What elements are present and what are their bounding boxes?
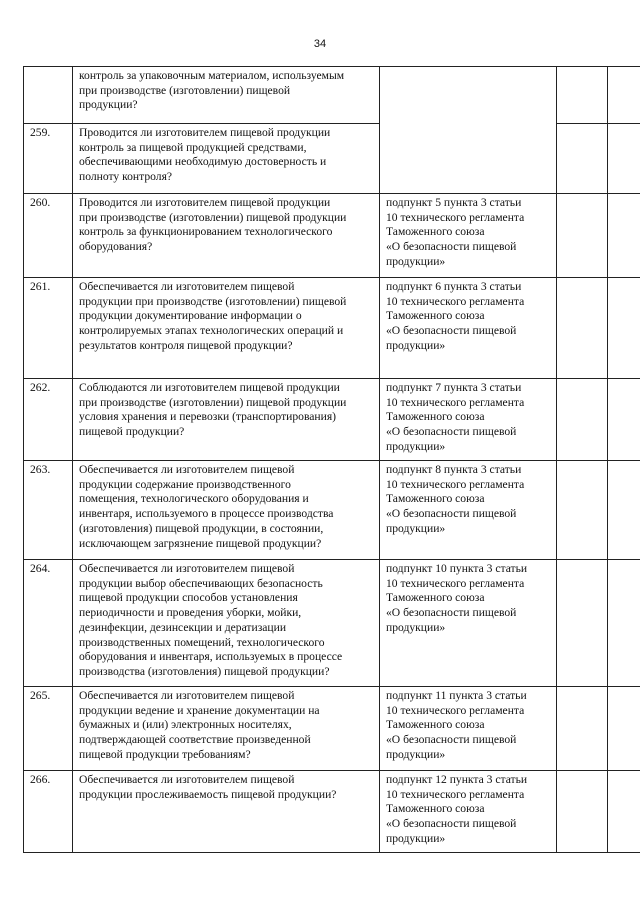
reference-line: Таможенного союза <box>386 492 485 506</box>
reference-cell <box>380 278 557 379</box>
reference-line: «О безопасности пищевой <box>386 733 517 747</box>
question-cell <box>73 124 380 194</box>
question-line: пищевой продукции? <box>79 425 185 439</box>
note-cell <box>608 379 640 461</box>
reference-line: 10 технического регламента <box>386 395 525 409</box>
question-line: контролируемых этапах технологических операций и <box>79 324 344 338</box>
reference-line: Таможенного союза <box>386 718 485 732</box>
reference-line: продукции» <box>386 620 446 634</box>
question-cell <box>73 687 380 771</box>
question-line: продукции документирование информации о <box>79 309 302 323</box>
question-cell <box>73 771 380 853</box>
reference-cell <box>380 67 557 194</box>
question-line: пищевой продукции способов установления <box>79 591 298 605</box>
row-number <box>24 67 73 124</box>
question-line: продукции? <box>79 98 138 112</box>
question-line: Соблюдаются ли изготовителем пищевой продукции <box>79 381 340 394</box>
question-line: продукции выбор обеспечивающих безопасность <box>79 576 323 590</box>
reference-cell <box>380 560 557 687</box>
question-cell <box>73 560 380 687</box>
answer-cell <box>557 771 608 853</box>
reference-line: 10 технического регламента <box>386 477 525 491</box>
question-line: при производстве (изготовлении) пищевой продукции <box>79 210 347 224</box>
reference-line: продукции» <box>386 254 446 268</box>
table-row <box>24 194 640 278</box>
row-number: 263. <box>24 461 73 560</box>
reference-line: подпункт 7 пункта 3 статьи <box>386 381 522 394</box>
reference-line: 10 технического регламента <box>386 294 525 308</box>
question-line: исключающем загрязнение пищевой продукции? <box>79 536 322 550</box>
reference-line: «О безопасности пищевой <box>386 324 517 338</box>
reference-line: подпункт 6 пункта 3 статьи <box>386 280 522 293</box>
table-row <box>24 771 640 853</box>
reference-line: «О безопасности пищевой <box>386 425 517 439</box>
question-line: обеспечивающими необходимую достоверность и <box>79 155 327 169</box>
reference-line: 10 технического регламента <box>386 703 525 717</box>
question-line: Проводится ли изготовителем пищевой продукции <box>79 126 331 139</box>
question-line: (изготовления) пищевой продукции, в состоянии, <box>79 521 324 535</box>
question-line: продукции прослеживаемость пищевой продукции? <box>79 787 337 801</box>
row-number: 260. <box>24 194 73 278</box>
question-line: результатов контроля пищевой продукции? <box>79 338 293 352</box>
table-row <box>24 687 640 771</box>
reference-line: подпункт 8 пункта 3 статьи <box>386 463 522 476</box>
row-number: 262. <box>24 379 73 461</box>
answer-cell <box>557 278 608 379</box>
row-number: 264. <box>24 560 73 687</box>
row-number: 266. <box>24 771 73 853</box>
question-cell <box>73 461 380 560</box>
question-line: бумажных и (или) электронных носителях, <box>79 718 292 732</box>
note-cell <box>608 461 640 560</box>
question-line: помещения, технологического оборудования и <box>79 492 309 506</box>
question-line: инвентаря, используемого в процессе производства <box>79 507 334 521</box>
question-line: при производстве (изготовлении) пищевой продукции <box>79 395 347 409</box>
question-line: Проводится ли изготовителем пищевой продукции <box>79 196 331 209</box>
answer-cell <box>557 461 608 560</box>
note-cell <box>608 560 640 687</box>
question-line: продукции содержание производственного <box>79 477 291 491</box>
note-cell <box>608 278 640 379</box>
question-line: контроль за упаковочным материалом, используемым <box>79 69 345 82</box>
note-cell <box>608 67 640 124</box>
row-number: 261. <box>24 278 73 379</box>
reference-line: продукции» <box>386 439 446 453</box>
answer-cell <box>557 379 608 461</box>
table-row <box>24 379 640 461</box>
answer-cell <box>557 67 608 124</box>
reference-line: «О безопасности пищевой <box>386 817 517 831</box>
table-row <box>24 560 640 687</box>
question-cell <box>73 278 380 379</box>
answer-cell <box>557 560 608 687</box>
reference-cell <box>380 687 557 771</box>
reference-line: 10 технического регламента <box>386 210 525 224</box>
reference-line: продукции» <box>386 747 446 761</box>
note-cell <box>608 124 640 194</box>
reference-line: продукции» <box>386 831 446 845</box>
reference-line: подпункт 5 пункта 3 статьи <box>386 196 522 209</box>
reference-line: Таможенного союза <box>386 802 485 816</box>
question-line: Обеспечивается ли изготовителем пищевой <box>79 689 295 702</box>
question-line: продукции при производстве (изготовлении) пищевой <box>79 294 347 308</box>
question-line: пищевой продукции требованиям? <box>79 747 251 761</box>
question-line: производства (изготовления) пищевой продукции? <box>79 664 330 678</box>
row-number: 265. <box>24 687 73 771</box>
reference-line: подпункт 11 пункта 3 статьи <box>386 689 527 702</box>
reference-line: Таможенного союза <box>386 410 485 424</box>
note-cell <box>608 194 640 278</box>
reference-line: 10 технического регламента <box>386 787 525 801</box>
reference-line: 10 технического регламента <box>386 576 525 590</box>
question-line: Обеспечивается ли изготовителем пищевой <box>79 562 295 575</box>
question-line: производственных помещений, технологического <box>79 635 325 649</box>
question-line: дезинфекции, дезинсекции и дератизации <box>79 620 287 634</box>
answer-cell <box>557 687 608 771</box>
question-line: контроль за пищевой продукцией средствами, <box>79 140 307 154</box>
reference-line: подпункт 10 пункта 3 статьи <box>386 562 528 575</box>
note-cell <box>608 771 640 853</box>
question-line: продукции ведение и хранение документации на <box>79 703 320 717</box>
question-cell <box>73 194 380 278</box>
question-line: оборудования и инвентаря, используемых в процессе <box>79 650 343 664</box>
question-line: при производстве (изготовлении) пищевой <box>79 83 291 97</box>
row-number: 259. <box>24 124 73 194</box>
reference-cell <box>380 379 557 461</box>
table-row <box>24 461 640 560</box>
question-cell <box>73 67 380 124</box>
question-line: Обеспечивается ли изготовителем пищевой <box>79 280 295 293</box>
reference-line: «О безопасности пищевой <box>386 507 517 521</box>
reference-line: продукции» <box>386 338 446 352</box>
question-line: условия хранения и перевозки (транспортирования) <box>79 410 337 424</box>
reference-line: «О безопасности пищевой <box>386 240 517 254</box>
reference-cell <box>380 461 557 560</box>
question-line: Обеспечивается ли изготовителем пищевой <box>79 773 295 786</box>
reference-cell <box>380 771 557 853</box>
checklist-table <box>23 66 640 853</box>
question-line: периодичности и проведения уборки, мойки, <box>79 606 302 620</box>
reference-line: подпункт 12 пункта 3 статьи <box>386 773 528 786</box>
reference-line: «О безопасности пищевой <box>386 606 517 620</box>
answer-cell <box>557 194 608 278</box>
note-cell <box>608 687 640 771</box>
reference-line: продукции» <box>386 521 446 535</box>
question-line: подтверждающей соответствие произведенной <box>79 733 311 747</box>
page-number: 34 <box>313 38 327 50</box>
reference-line: Таможенного союза <box>386 309 485 323</box>
question-line: Обеспечивается ли изготовителем пищевой <box>79 463 295 476</box>
table-row <box>24 278 640 379</box>
question-line: оборудования? <box>79 240 153 254</box>
reference-line: Таможенного союза <box>386 591 485 605</box>
answer-cell <box>557 124 608 194</box>
question-line: полноту контроля? <box>79 170 173 184</box>
reference-line: Таможенного союза <box>386 225 485 239</box>
question-line: контроль за функционированием технологического <box>79 225 333 239</box>
reference-cell <box>380 194 557 278</box>
question-cell <box>73 379 380 461</box>
table-row <box>24 67 640 124</box>
